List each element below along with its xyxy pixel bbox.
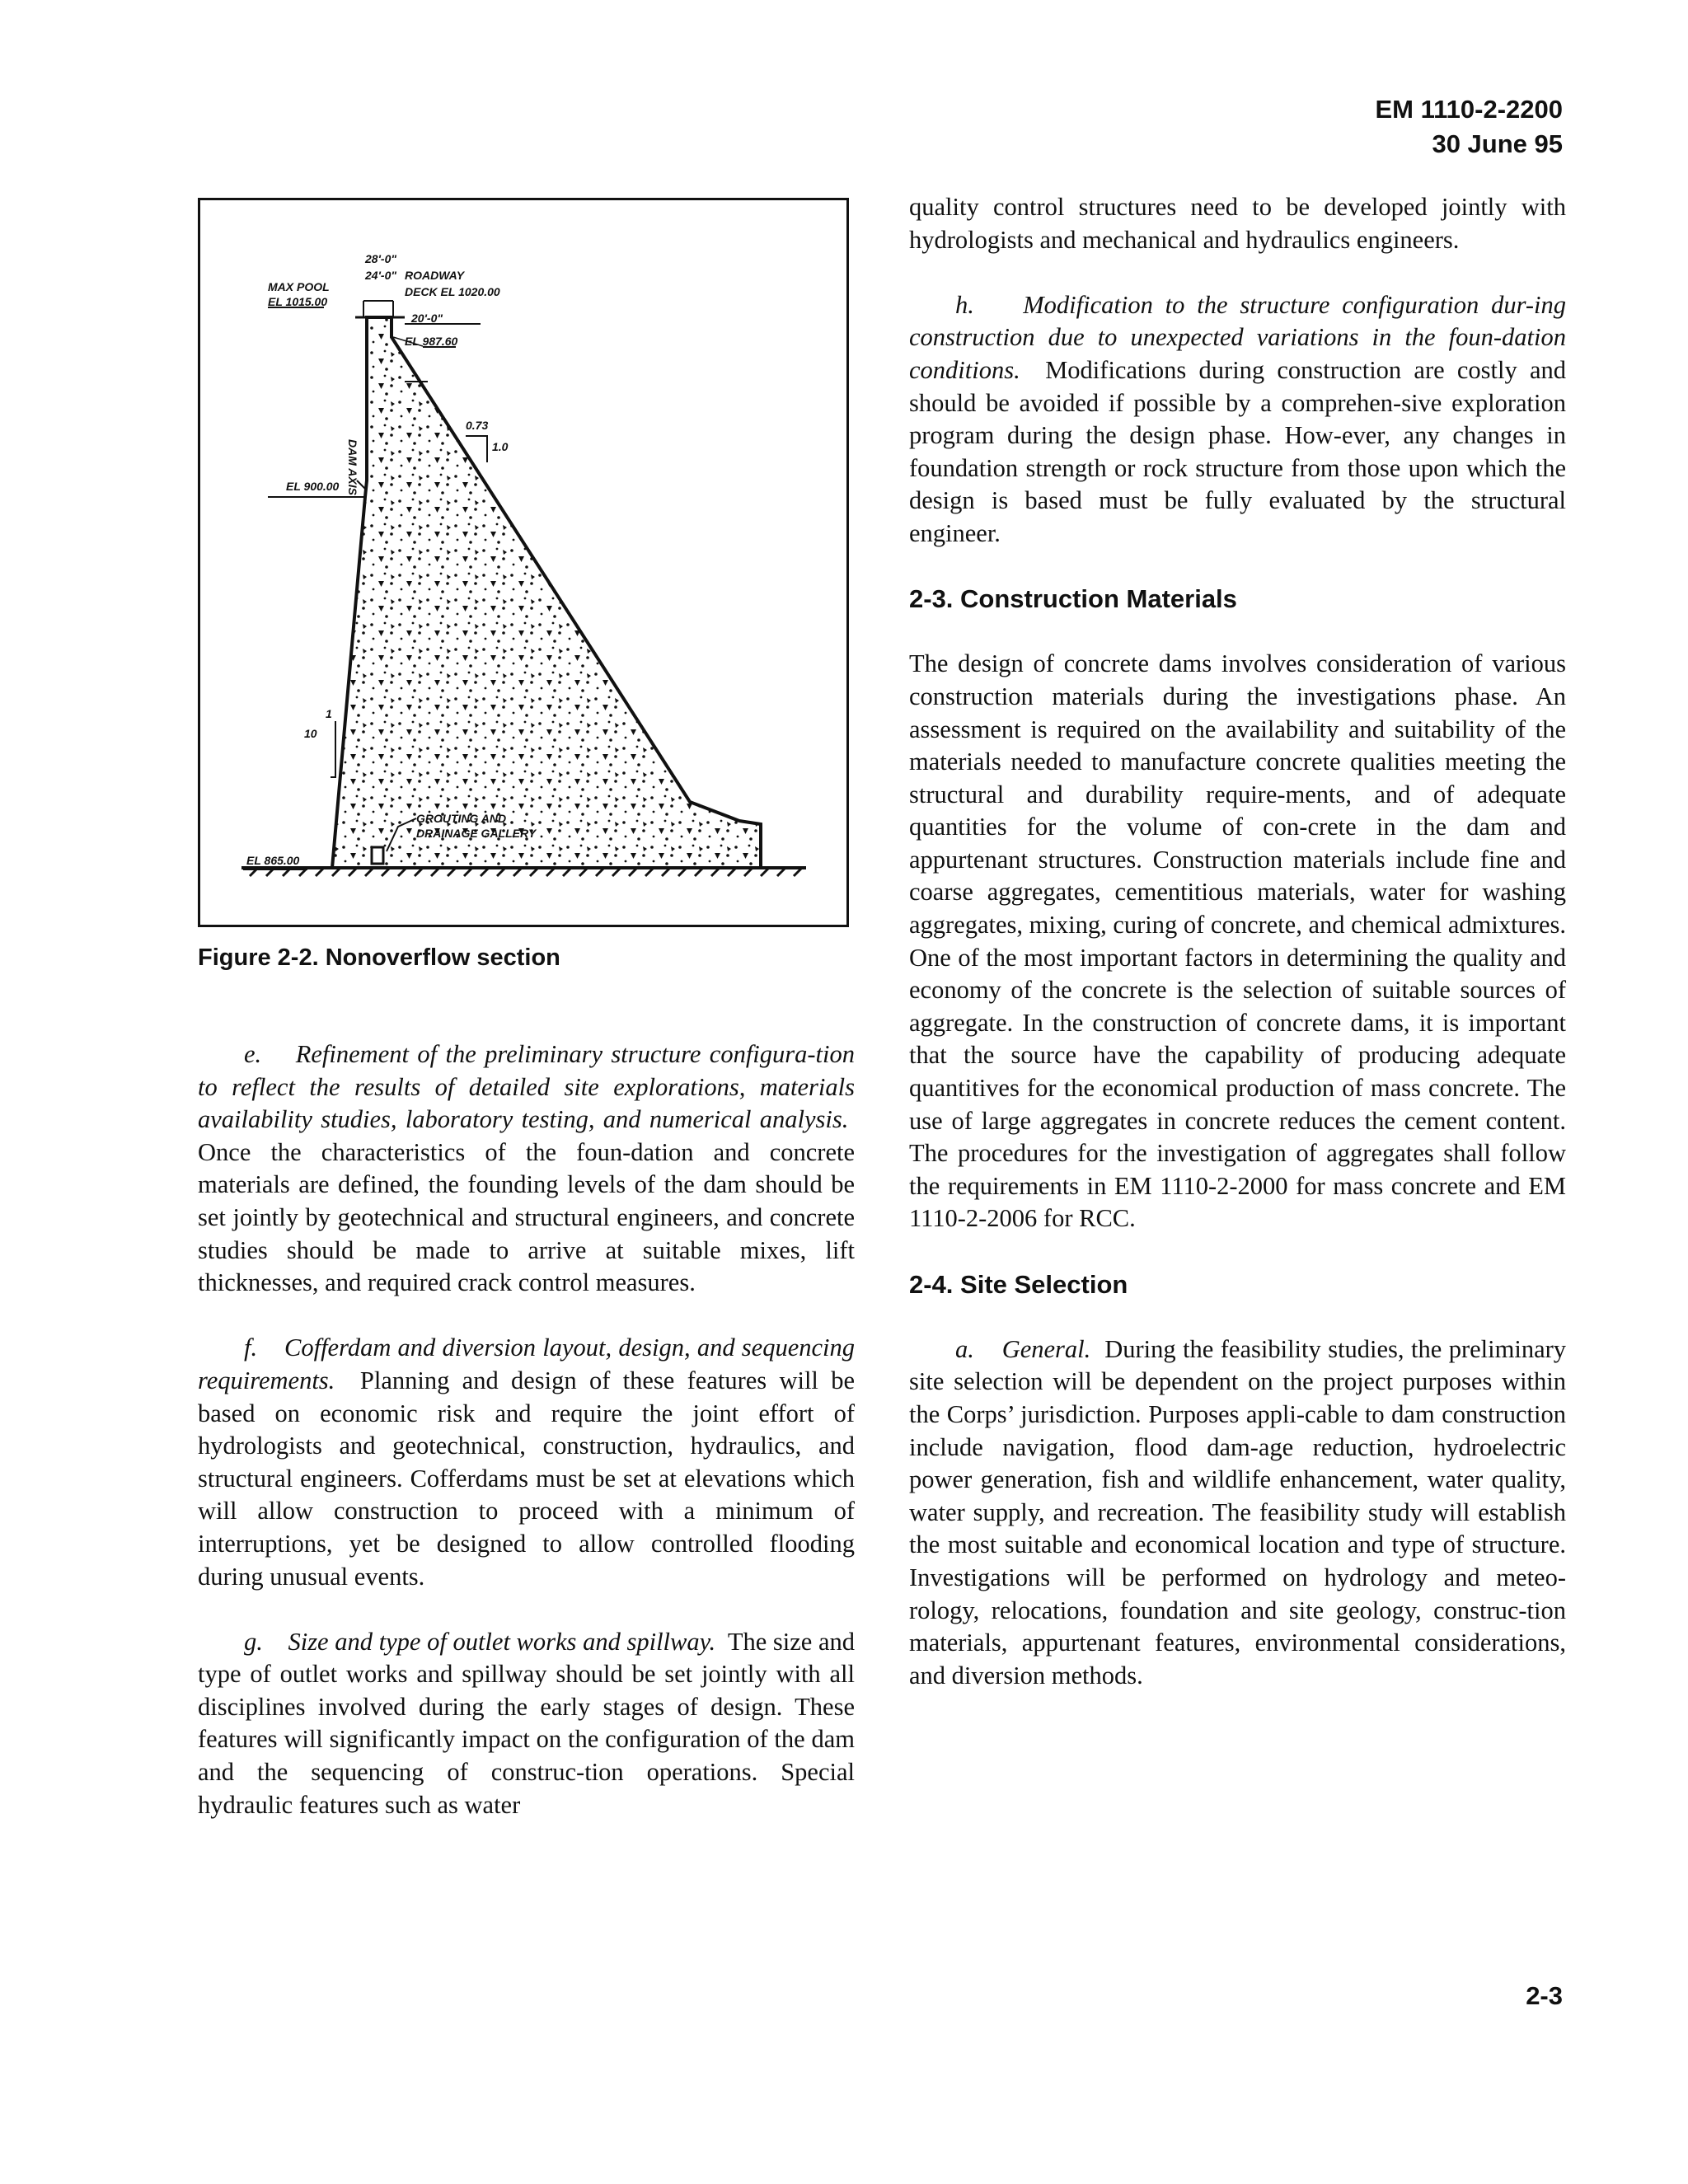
- right-column: [909, 191, 1566, 1692]
- document-date: 30 June 95: [1432, 129, 1563, 158]
- paragraph-e: [198, 1038, 855, 1300]
- label-dam-axis: DAM AXIS: [346, 439, 359, 495]
- label-slope-v: 1.0: [492, 440, 509, 453]
- page-number: 2-3: [1526, 1981, 1563, 2010]
- label-upper-el: EL 987.60: [405, 335, 458, 348]
- paragraph-a-label: a.: [955, 1334, 974, 1363]
- label-roadway: ROADWAY: [405, 269, 465, 282]
- paragraph-2-3: The design of concrete dams involves consideration of various construction materials during the investigations phase. An assessment is required on the availability and suitability of the materials needed to manufacture concrete qualities meeting the structural and durability require-ments, and of adequate quantities for the volume of con-crete in the dam and appurtenant structures. Construction materials include fine and coarse aggregates, cementitious materials, water for washing aggregates, mixing, curing of concrete, and chemical admixtures. One of the most important factors in determining the quality and economy of the concrete is the selection of suitable sources of aggregate. In the construction of concrete dams, it is important that the source have the capability of producing adequate quantitives for the economical production of mass concrete. The use of large aggregates in concrete reduces the cement content. The procedures for the investigation of aggregates shall follow the requirements in EM 1110-2-2000 for mass concrete and EM 1110-2-2006 for RCC.: [909, 649, 1566, 1233]
- paragraph-f-body: Planning and design of these features will be based on economic risk and require the joint effort of hydrologists and geotechnical, construction, hydraulics, and structural engineers. Cofferdams must be set at elevations which will allow construction to proceed with a minimum of interruptions, yet be designed to allow controlled flooding during unusual events.: [198, 1366, 855, 1591]
- paragraph-e-body: Once the characteristics of the foun-dation and concrete materials are defined, the founding levels of the dam should be set jointly by geotechnical and structural engineers, and concrete studies should be made to arrive at suitable mixes, lift thicknesses, and required crack control measures.: [198, 1137, 855, 1297]
- document-number: EM 1110-2-2200: [1375, 95, 1563, 124]
- label-batter-h: 1: [326, 707, 332, 720]
- paragraph-h-title: Modification to the structure configuration dur-ing construction due to unexpected variations in the foun-dation conditions.: [909, 290, 1566, 384]
- label-roadway-width: 24'-0": [365, 269, 396, 282]
- document-header: [1375, 92, 1563, 162]
- paragraph-f: [198, 1332, 855, 1593]
- figure-caption: Figure 2-2. Nonoverflow section: [198, 944, 560, 971]
- paragraph-g-title: Size and type of outlet works and spillway.: [288, 1627, 716, 1656]
- paragraph-g-label: g.: [244, 1627, 263, 1656]
- paragraph-e-label: e.: [244, 1040, 262, 1068]
- label-gallery-2: DRAINAGE GALLERY: [416, 827, 537, 840]
- paragraph-g-body: The size and type of outlet works and spillway should be set jointly with all disciplines involved during the early stages of design. These features will significantly impact on the configuration of the dam and the sequencing of construc-tion operations. Special hydraulic features such as water: [198, 1627, 856, 1819]
- left-column: [198, 1038, 855, 1821]
- paragraph-a-title: General.: [1001, 1334, 1091, 1363]
- dam-body: [332, 317, 761, 868]
- label-offset: 20'-0": [411, 312, 443, 325]
- section-heading-2-4: 2-4. Site Selection: [909, 1269, 1128, 1299]
- figure-nonoverflow-section: [198, 198, 849, 927]
- paragraph-g: [198, 1626, 855, 1822]
- paragraph-h-body: Modifications during construction are costly and should be avoided if possible by a comprehen-sive exploration program during the design phase. How-ever, any changes in foundation strength or rock structure from those upon which the design is based must be fully evaluated by the structural engineer.: [909, 355, 1566, 547]
- label-deck-el: DECK EL 1020.00: [405, 285, 500, 298]
- section-heading-2-3: 2-3. Construction Materials: [909, 584, 1237, 614]
- paragraph-a: [909, 1333, 1566, 1693]
- label-crest-width: 28'-0": [365, 252, 396, 265]
- label-max-pool: MAX POOL: [268, 280, 330, 293]
- label-gallery-1: GROUTING AND: [416, 812, 507, 825]
- label-batter-v: 10: [304, 727, 317, 740]
- label-base-el: EL 865.00: [246, 854, 300, 867]
- dam-section-drawing: [200, 200, 846, 925]
- label-el-900: EL 900.00: [286, 480, 340, 493]
- paragraph-h-label: h.: [955, 290, 974, 319]
- paragraph-continued: quality control structures need to be developed jointly with hydrologists and mechanical and hydraulics engineers.: [909, 193, 1566, 254]
- paragraph-e-title: Refinement of the preliminary structure configura-tion to reflect the results of detailed site explorations, materials availability studies, laboratory testing, and numerical analysis.: [198, 1040, 856, 1134]
- paragraph-f-label: f.: [244, 1333, 258, 1362]
- label-max-pool-el: EL 1015.00: [268, 295, 328, 308]
- paragraph-f-title: Cofferdam and diversion layout, design, and sequencing requirements.: [198, 1333, 855, 1394]
- paragraph-a-body: During the feasibility studies, the preliminary site selection will be dependent on the project purposes within the Corps’ jurisdiction. Purposes appli-cable to dam construction include navigation, flood dam-age reduction, hydroelectric power generation, fish and wildlife enhancement, water quality, water supply, and recreation. The feasibility study will establish the most suitable and economical location and type of structure. Investigations will be performed on hydrology and meteo-rology, relocations, foundation and site geology, construc-tion materials, appurtenant features, environmental considerations, and diversion methods.: [909, 1334, 1567, 1690]
- paragraph-h: [909, 289, 1566, 551]
- label-slope-h: 0.73: [466, 419, 489, 432]
